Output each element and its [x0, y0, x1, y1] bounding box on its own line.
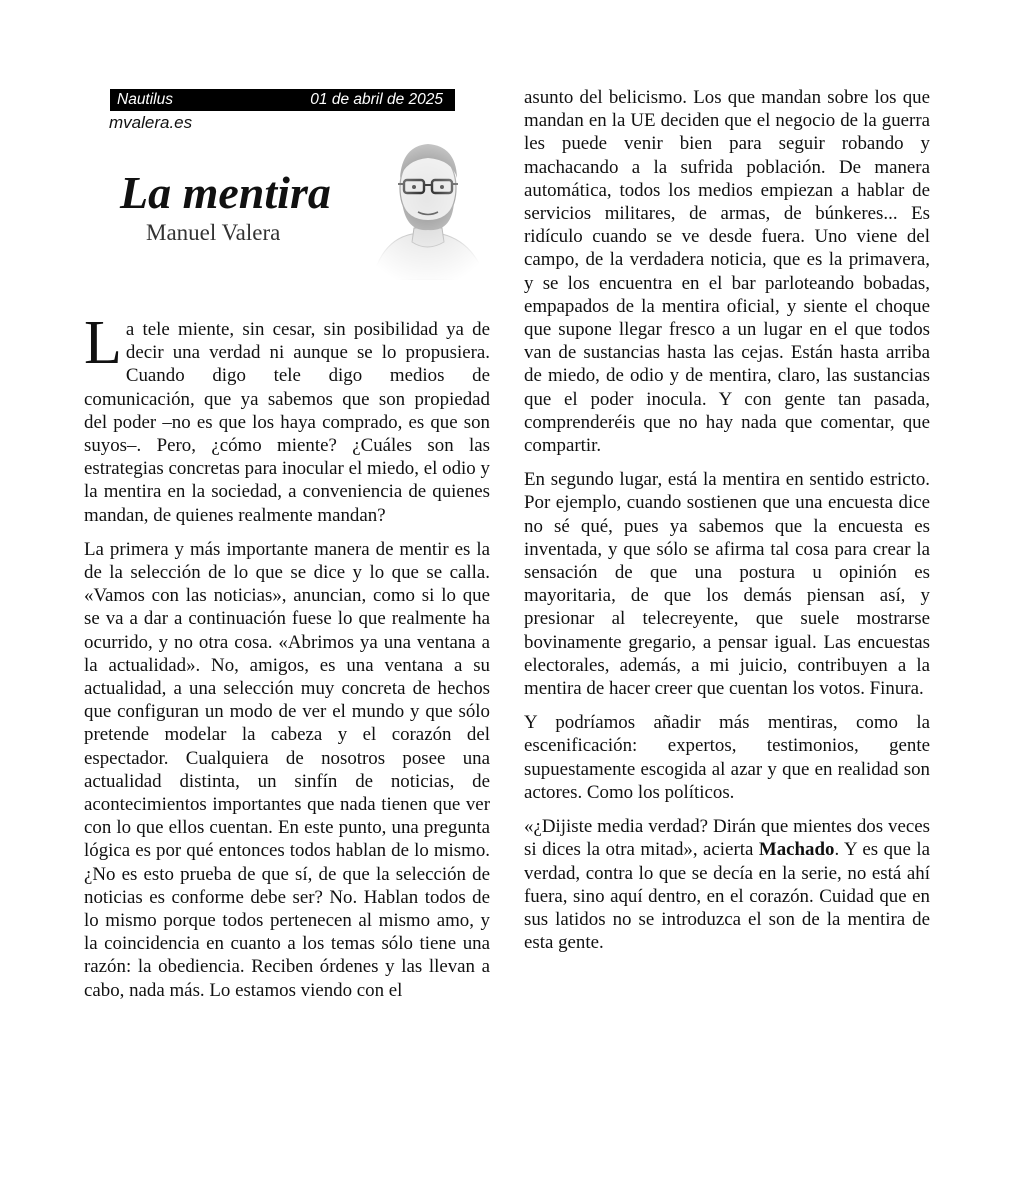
author-portrait: [362, 130, 492, 280]
quote-text: «¿Dijiste media verdad? Dirán que mientes dos veces si dices la otra mitad», acierta: [524, 816, 930, 861]
paragraph-1-text: a tele miente, sin cesar, sin posibilidad ya de decir una verdad ni aunque se lo propusiera. Cuando digo tele digo medios de comunicación, que ya sabemos que son propiedad del poder –no es que los haya comprado, es que son suyos–. Pero, ¿cómo miente? ¿Cuáles son las estrategias concretas para inocular el miedo, el odio y la mentira en la sociedad, a conveniencia de quienes mandan, de quienes realmente mandan?: [84, 319, 490, 526]
paragraph-1: [84, 309, 490, 527]
drop-cap: L: [84, 309, 122, 377]
article-column-right: [524, 86, 930, 965]
header-bar: [110, 89, 455, 111]
quoted-author: Machado: [758, 839, 835, 861]
closing-text: . Y es que la verdad, contra lo que se decía en la serie, no está ahí fuera, sino aquí dentro, en el corazón. Cuidad que en sus latidos no se introduzca el son de la mentira de esta gente.: [524, 839, 930, 954]
publication-name: Nautilus: [117, 91, 173, 108]
paragraph-2: La primera y más importante manera de mentir es la de la selección de lo que se dice y lo que se calla. «Vamos con las noticias», anuncian, como si lo que se va a dar a continuación fuese lo que realmente ha ocurrido, y no otra cosa. «Abrimos ya una ventana a la actualidad». No, amigos, es una ventana a su actualidad, a una selección muy concreta de hechos que configuran un modo de ver el mundo y que sólo pretende modelar la cabeza y el corazón del espectador. Cualquiera de nosotros posee una actualidad distinta, un sinfín de noticias, de acontecimientos importantes que nada tienen que ver con lo que ellos cuentan. En este punto, una pregunta lógica es por qué entonces todos hablan de lo mismo. ¿No es esto prueba de que sí, de que la selección de noticias es conforme debe ser? No. Hablan todos de lo mismo porque todos pertenecen al mismo amo, y la coincidencia en cuanto a los temas sólo tiene una razón: la obediencia. Reciben órdenes y las llevan a cabo, nada más. Lo estamos viendo con el: [84, 538, 490, 1001]
paragraph-5: Y podríamos añadir más mentiras, como la escenificación: expertos, testimonios, gente supuestamente escogida al azar y que en realidad son actores. Como los políticos.: [524, 712, 930, 803]
article-title: La mentira: [120, 167, 331, 218]
paragraph-4: En segundo lugar, está la mentira en sentido estricto. Por ejemplo, cuando sostienen que una encuesta dice no sé qué, pues ya sabemos que la encuesta es inventada, y que sólo se afirma tal cosa para crear la sensación de que una postura u opinión es mayoritaria, de que los demás piensan así, y presionar al telecreyente, que suele mostrarse bovinamente gregario, a pensar igual. Las encuestas electorales, además, a mi juicio, contribuyen a la mentira de hacer creer que cuentan los votos. Finura.: [524, 469, 930, 700]
paragraph-6: [524, 815, 930, 954]
paragraph-3: asunto del belicismo. Los que mandan sobre los que mandan en la UE deciden que el negocio de la guerra les puede venir bien para seguir robando y machacando a la sufrida población. De manera automática, todos los medios empiezan a hablar de servicios militares, de armas, de búnkeres... Es ridículo cuando se ve desde fuera. Uno viene del campo, de la verdadera noticia, que es la primavera, y se los encuentra en el bar parloteando bobadas, empapados de la mentira oficial, y siente el choque que supone llegar fresco a un lugar en el que todos van de sustancias hasta las cejas. Están hasta arriba de miedo, de odio y de mentira, claro, las sustancias que el poder inocula. Y con gente tan pasada, comprenderéis que no hay nada que comentar, que compartir.: [524, 87, 930, 457]
publication-date: 01 de abril de 2025: [310, 91, 443, 108]
site-url: mvalera.es: [109, 113, 193, 132]
article-author: Manuel Valera: [146, 220, 281, 245]
article-column-left: [84, 309, 490, 1013]
